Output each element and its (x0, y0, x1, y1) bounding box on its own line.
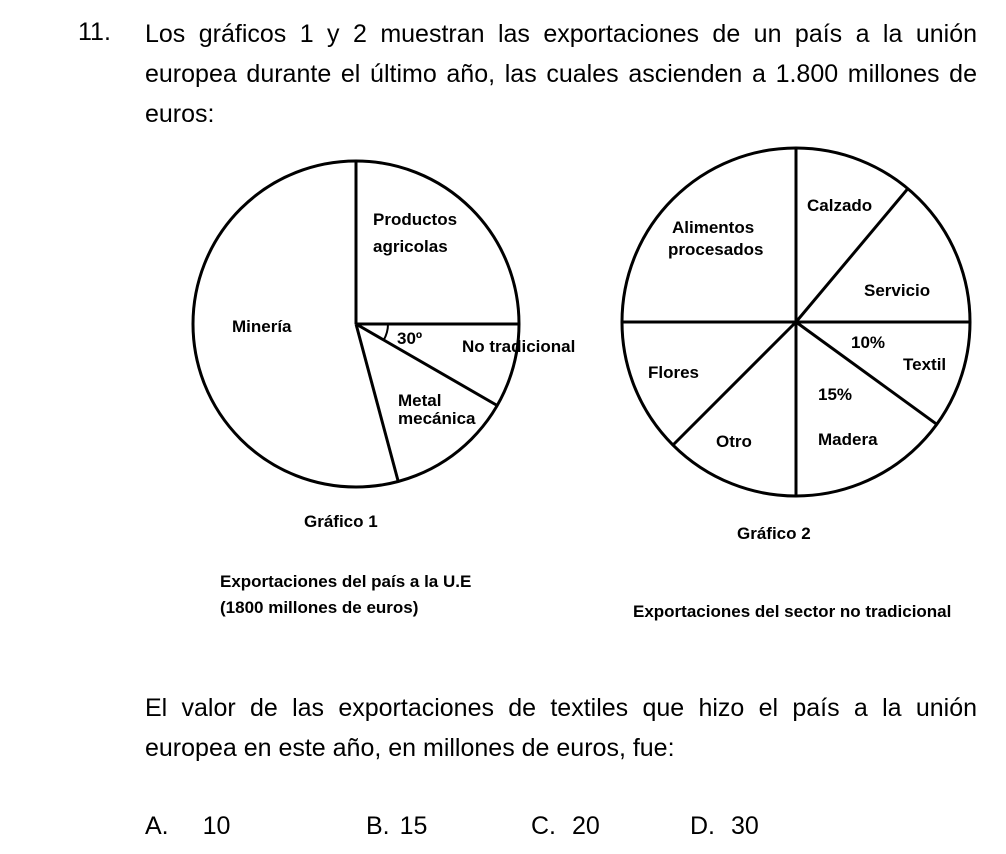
slice-boundary (673, 322, 796, 445)
chart-2-title: Gráfico 2 (737, 524, 811, 543)
option-value: 20 (572, 812, 600, 840)
intro-line: europea durante el último año, las cuales ascienden a 1.800 millones de (145, 60, 977, 88)
option-value: 15 (399, 812, 428, 840)
chart-1-caption-line-1: Exportaciones del país a la U.E (220, 572, 472, 591)
option-letter: C. (531, 812, 556, 840)
option-letter: B. (366, 812, 390, 840)
option-value: 30 (731, 812, 759, 840)
slice-label-flores: Flores (648, 363, 700, 382)
slice-label-servicio: Servicio (864, 281, 931, 300)
chart-1-caption-line-2: (1800 millones de euros) (220, 598, 419, 617)
pie-chart-2 (622, 148, 970, 621)
intro-line: euros: (145, 100, 215, 128)
option-value: 10 (202, 812, 231, 840)
question-prompt (145, 688, 977, 768)
option-letter: D. (690, 812, 715, 840)
chart-2-caption: Exportaciones del sector no tradicional (633, 602, 952, 621)
intro-line: Los gráficos 1 y 2 muestran las exportaciones de un país a la unión (145, 20, 977, 48)
slice-label-productos: Productos (373, 210, 458, 229)
slice-label-otro: Otro (716, 432, 752, 451)
question-number: 11. (78, 18, 111, 46)
option-letter: A. (145, 812, 169, 840)
option-c[interactable] (531, 812, 600, 841)
option-d[interactable] (690, 812, 759, 841)
slice-percent-textil: 10% (851, 333, 886, 352)
chart-1-title: Gráfico 1 (304, 512, 378, 531)
slice-label-mecanica: mecánica (398, 409, 476, 428)
slice-label-no-tradicional: No tradicional (462, 337, 576, 356)
prompt-line: El valor de las exportaciones de textiles que hizo el país a la unión (145, 694, 977, 722)
option-b[interactable] (366, 812, 427, 841)
slice-label-textil: Textil (903, 355, 947, 374)
slice-label-mineria: Minería (232, 317, 292, 336)
angle-label-30: 30º (397, 329, 423, 348)
pie-chart-1 (193, 161, 575, 617)
prompt-line: europea en este año, en millones de euros, fue: (145, 734, 675, 762)
slice-label-madera: Madera (818, 430, 878, 449)
angle-arc (384, 324, 388, 340)
slice-label-metal: Metal (398, 391, 442, 410)
slice-percent-madera: 15% (818, 385, 853, 404)
option-a[interactable] (145, 812, 230, 841)
slice-label-alimentos: Alimentos (672, 218, 755, 237)
slice-label-agricolas: agricolas (373, 237, 448, 256)
slice-boundary (356, 324, 398, 481)
slice-label-procesados: procesados (668, 240, 764, 259)
slice-label-calzado: Calzado (807, 196, 873, 215)
